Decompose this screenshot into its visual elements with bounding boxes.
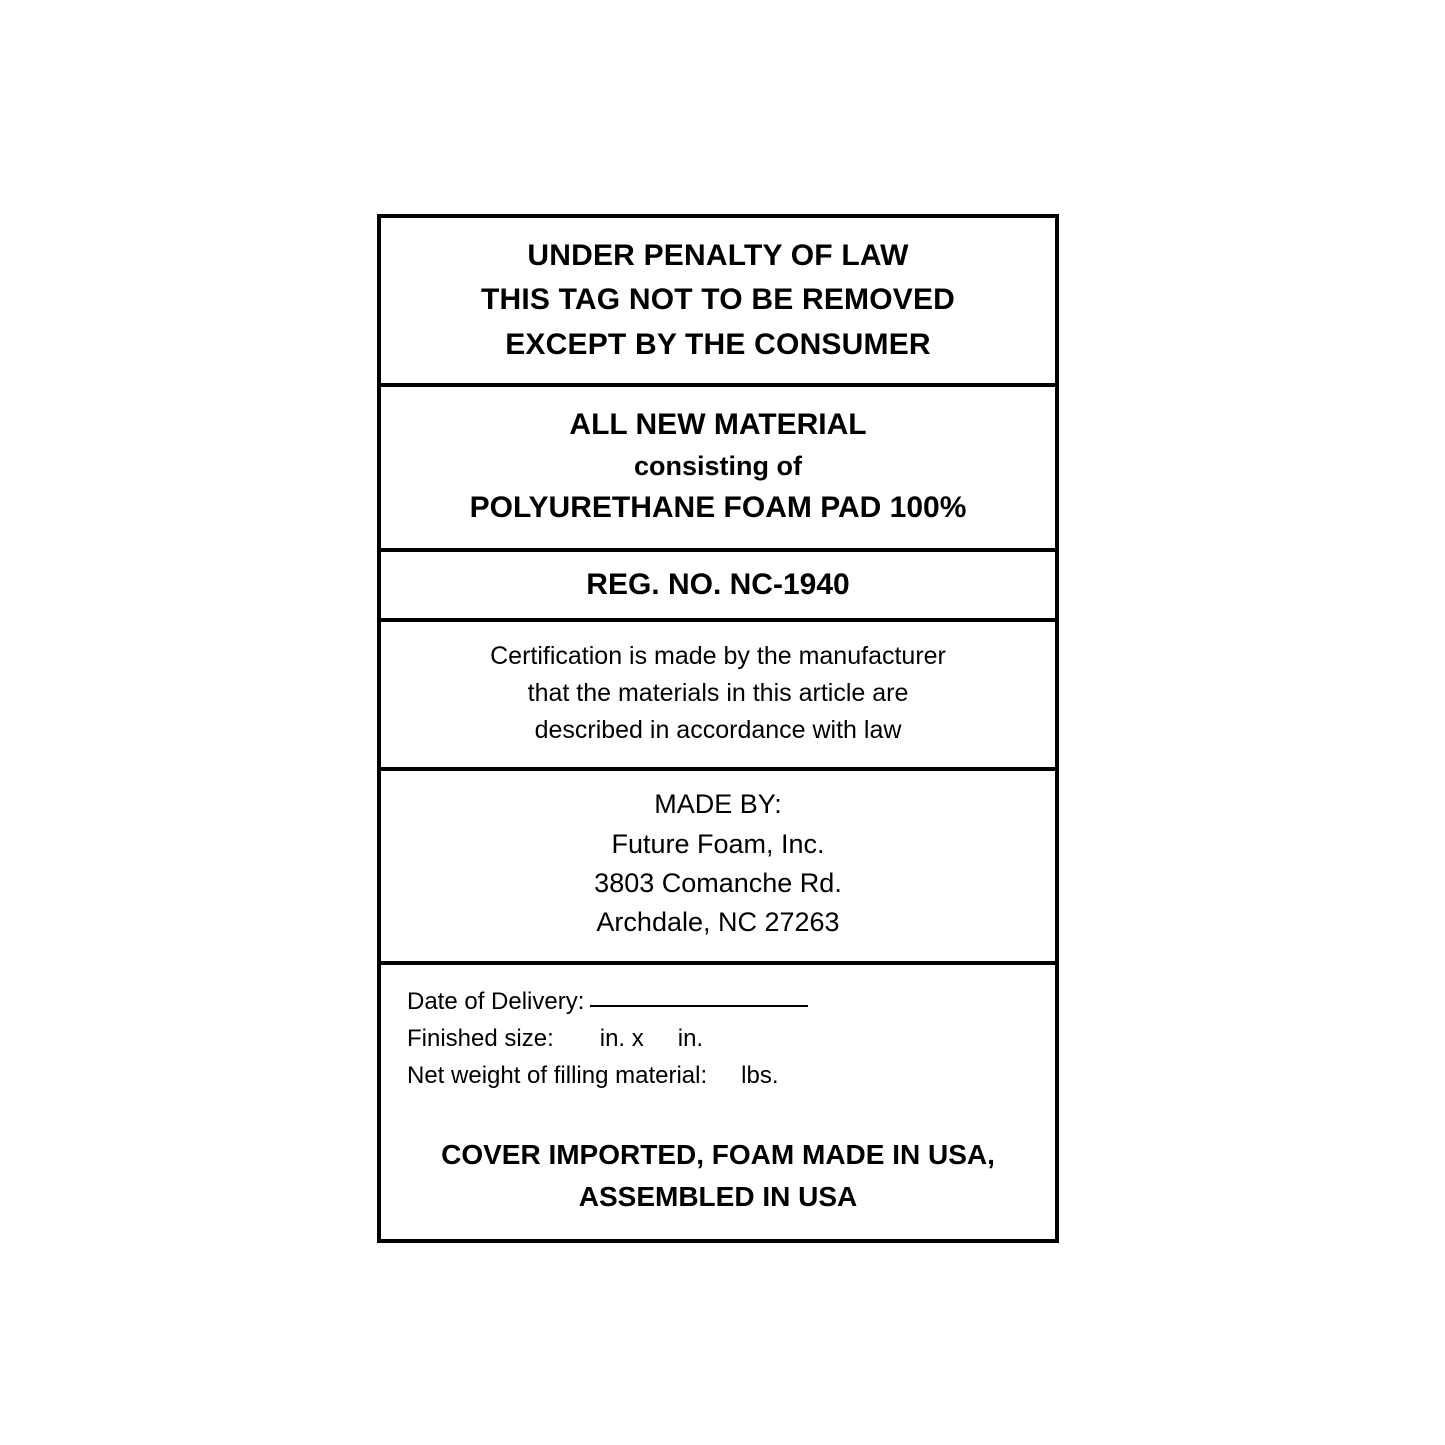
- penalty-line-3: EXCEPT BY THE CONSUMER: [505, 327, 931, 361]
- registration-number: REG. NO. NC-1940: [586, 568, 850, 602]
- net-weight-unit: lbs.: [741, 1062, 779, 1090]
- fillable-fields: [381, 983, 1055, 1095]
- date-of-delivery-input[interactable]: [590, 1005, 808, 1007]
- finished-size-row: [407, 1020, 1055, 1057]
- net-weight-label: Net weight of filling material:: [407, 1062, 708, 1090]
- certification-line-3: described in accordance with law: [534, 716, 902, 745]
- finished-size-unit-1: in. x: [599, 1024, 644, 1052]
- finished-size-label: Finished size:: [407, 1024, 554, 1052]
- penalty-line-1: UNDER PENALTY OF LAW: [527, 239, 909, 272]
- law-tag: [377, 214, 1059, 1243]
- material-composition: POLYURETHANE FOAM PAD 100%: [469, 491, 967, 525]
- origin-statement: [381, 1134, 1055, 1217]
- made-by-heading: MADE BY:: [654, 789, 782, 820]
- material-section: [381, 387, 1055, 552]
- penalty-line-2: THIS TAG NOT TO BE REMOVED: [480, 283, 956, 317]
- made-by-section: [381, 771, 1055, 965]
- certification-line-2: that the materials in this article are: [527, 679, 909, 708]
- net-weight-row: [407, 1057, 1055, 1094]
- manufacturer-name: Future Foam, Inc.: [611, 828, 825, 859]
- delivery-details-section: [381, 965, 1055, 1239]
- date-of-delivery-row: [407, 983, 1055, 1020]
- material-heading: ALL NEW MATERIAL: [569, 408, 867, 442]
- registration-section: [381, 552, 1055, 622]
- manufacturer-city-state-zip: Archdale, NC 27263: [596, 907, 840, 938]
- penalty-notice-section: [381, 218, 1055, 387]
- certification-line-1: Certification is made by the manufacturer: [490, 642, 946, 671]
- material-consisting-of: consisting of: [634, 450, 802, 481]
- date-of-delivery-label: Date of Delivery:: [407, 987, 585, 1015]
- certification-section: [381, 622, 1055, 771]
- origin-line-1: COVER IMPORTED, FOAM MADE IN USA,: [441, 1139, 995, 1171]
- finished-size-unit-2: in.: [677, 1024, 704, 1052]
- origin-line-2: ASSEMBLED IN USA: [578, 1180, 858, 1212]
- manufacturer-street: 3803 Comanche Rd.: [594, 867, 842, 898]
